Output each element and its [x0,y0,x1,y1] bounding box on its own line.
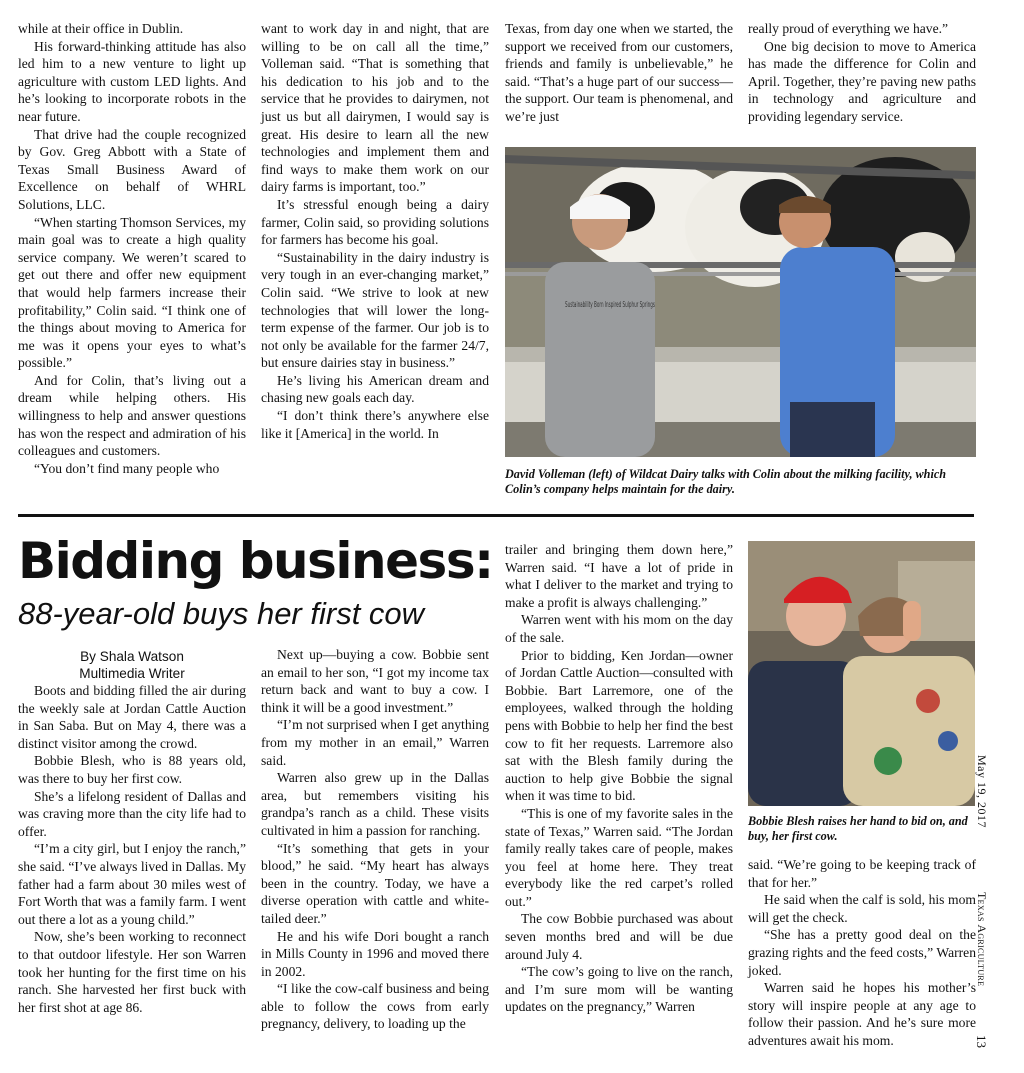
dairy-photo-illustration [505,147,976,457]
page-number: 13 [974,1035,989,1048]
article-column-3 [505,541,733,1016]
top-column-3 [505,20,733,126]
paragraph: Bobbie Blesh, who is 88 years old, was there to buy her first cow. [18,753,246,786]
paragraph: His forward-thinking attitude has also led him to a new venture to light up agriculture with custom LED lights. And he’s looking to incorporate robots in the near future. [18,38,246,124]
paragraph: One big decision to move to America has made the difference for Colin and April. Together, they’re paving new paths in technology and agriculture and providing legendary service. [748,38,976,124]
paragraph: while at their office in Dublin. [18,21,184,36]
paragraph: “I don’t think there’s anywhere else like it [America] in the world. In [261,408,489,441]
shirt-print: Sustainability Born Inspired Sulphur Springs [565,300,655,309]
bidding-photo [748,541,975,806]
paragraph: Warren also grew up in the Dallas area, but remembers visiting his grandpa’s ranch as a child. These visits cultivated in him a passion for ranching. [261,770,489,838]
bidding-photo-illustration [748,541,975,806]
article-column-4 [748,856,976,1050]
paragraph: He’s living his American dream and chasing new goals each day. [261,372,489,406]
subhead: 88-year-old buys her first cow [18,596,425,631]
issue-date: May 19, 2017 [975,755,989,828]
paragraph: said. “We’re going to be keeping track of that for her.” [748,857,976,890]
top-column-2 [261,20,489,442]
paragraph: That drive had the couple recognized by Gov. Greg Abbott with a State of Texas Small Business Award of Excellence on behalf of WHRL Solutions, LLC. [18,126,246,212]
section-divider [18,514,974,517]
bidding-photo-caption: Bobbie Blesh raises her hand to bid on, and buy, her first cow. [748,814,968,843]
paragraph: “I’m a city girl, but I enjoy the ranch,” she said. “I’ve always lived in Dallas. My father had a farm about 30 miles west of Fort Worth that was a family farm. I went out there a lot as a young child.” [18,841,246,927]
paragraph: Warren went with his mom on the day of the sale. [505,612,733,645]
paragraph: really proud of everything we have.” [748,21,949,36]
paragraph: “Sustainability in the dairy industry is very tough in an ever-changing market,” Colin said. “We strive to look at new technologies that will lower the long-term expense of the farmer. Our job is to not only be available for the farmer 24/7, but ensure dairies stay in business.” [261,249,489,371]
paragraph: It’s stressful enough being a dairy farmer, Colin said, so providing solutions for farmers has become his goal. [261,196,489,248]
paragraph: She’s a lifelong resident of Dallas and was craving more than the city life had to offer. [18,788,246,839]
paragraph: “It’s something that gets in your blood,” he said. “My heart has always been in the country. Today, we have a diverse operation with cattle and white-tailed deer.” [261,840,489,926]
paragraph: “When starting Thomson Services, my main goal was to create a high quality service company. We weren’t scared to get out there and offer new equipment that would help farmers increase their profitability,” Colin said. “I think one of the things about moving to America for me was it opens your eyes to what’s possible.” [18,214,246,371]
paragraph: Next up—buying a cow. Bobbie sent an email to her son, “I got my income tax return back and want to buy a cow. I think it will be a good investment.” [261,647,489,715]
dairy-photo-caption: David Volleman (left) of Wildcat Dairy talks with Colin about the milking facility, which Colin’s company helps maintain for the dairy. [505,467,947,496]
paragraph: Texas, from day one when we started, the support we received from our customers, friends and family is unbelievable,” he said. “That’s a huge part of our success—the support. Our team is phenomenal, and we’re just [505,21,733,124]
headline: Bidding business: [18,532,493,590]
top-column-4 [748,20,976,126]
paragraph: “This is one of my favorite sales in the state of Texas,” Warren said. “The Jordan family really takes care of people, makes you feel at home here. They treat everybody like the red carpet’s rolled out.” [505,805,733,909]
byline-name: By Shala Watson [80,649,184,664]
article-column-1 [18,682,246,1016]
paragraph: He said when the calf is sold, his mom will get the check. [748,892,976,925]
paragraph: Prior to bidding, Ken Jordan—owner of Jordan Cattle Auction—consulted with Bobbie. Bart Larremore, one of the employees, walked through the holding pens with Bobbie to help her find the best cow to fit her requests. Larremore also sat with the Blesh family during the auction to help give Bobbie the signal when it was time to bid. [505,647,733,804]
paragraph: He and his wife Dori bought a ranch in Mills County in 1996 and moved there in 2002. [261,928,489,979]
publication-name: Texas Agriculture [975,892,989,987]
paragraph: “You don’t find many people who [34,460,220,476]
paragraph: Warren said he hopes his mother’s story will inspire people at any age to follow their passion. And he’s sure more adventures await his mom. [748,980,976,1048]
paragraph: “I like the cow-calf business and being able to follow the cows from early pregnancy, delivery, to loading up the [261,981,489,1032]
paragraph: “I’m not surprised when I get anything from my mother in an email,” Warren said. [261,717,489,768]
article-column-2 [261,646,489,1033]
paragraph: trailer and bringing them down here,” Warren said. “I have a lot of pride in what I deliver to the market and trying to make a profit is always challenging.” [505,542,733,610]
paragraph: And for Colin, that’s living out a dream while helping others. His willingness to help and answer questions has won the respect and admiration of his colleagues and customers. [18,372,246,459]
byline-title: Multimedia Writer [79,666,185,681]
paragraph: want to work day in and night, that are willing to be on call all the time,” Volleman said. “That is something that his dedication to his job and to the service that he provides to dairymen, not just us but all dairymen, I would say is great. His desire to learn all the new technologies and implement them and find ways to make them work on our dairy farms is important, too.” [261,21,489,195]
paragraph: “She has a pretty good deal on the grazing rights and the feed costs,” Warren joked. [748,927,976,978]
paragraph: Now, she’s been working to reconnect to that outdoor lifestyle. Her son Warren took her hunting for the first time on his ranch. She harvested her first buck with her first shot at age 86. [18,929,246,1015]
dairy-photo [505,147,976,457]
paragraph: The cow Bobbie purchased was about seven months bred and will be due around July 4. [505,911,733,962]
paragraph: “The cow’s going to live on the ranch, and I’m sure mom will be wanting updates on the pregnancy,” Warren [505,964,733,1015]
top-column-1 [18,20,246,477]
paragraph: Boots and bidding filled the air during the weekly sale at Jordan Cattle Auction in San Saba. But on May 4, there was a distinct visitor among the crowd. [18,683,246,751]
